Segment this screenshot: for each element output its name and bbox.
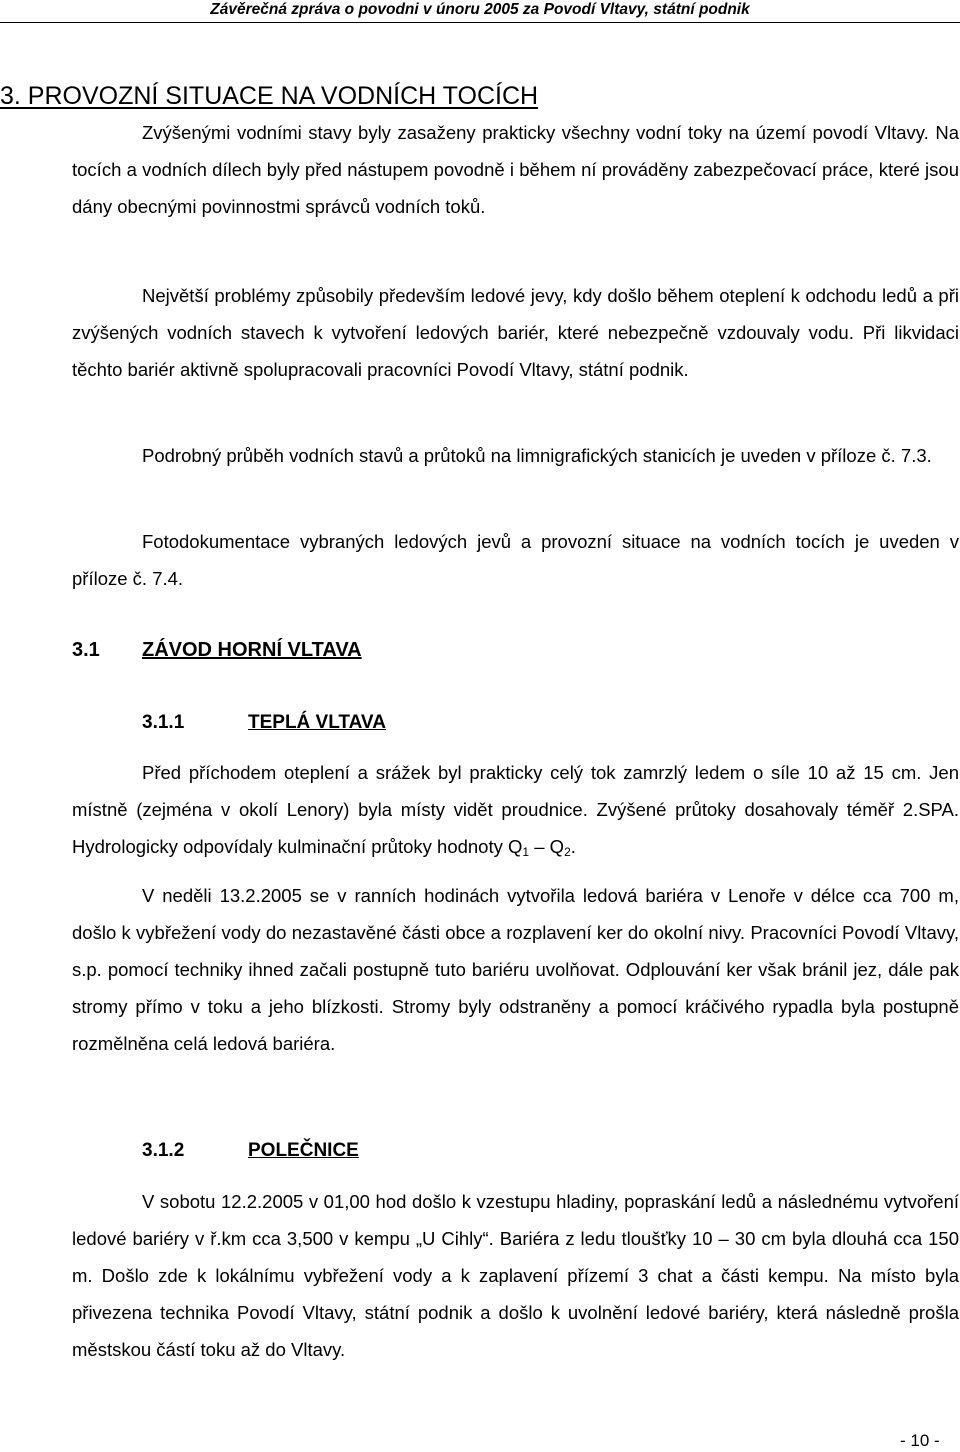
- section-number: 3.1: [72, 639, 100, 661]
- paragraph-problems: [72, 277, 959, 388]
- paragraph-tepla-barrier-text: V neděli 13.2.2005 se v ranních hodinách vytvořila ledová bariéra v Lenoře v délce cca 700 m, došlo k vybřežení vody do nezastavěné části obce a rozplavení ker do okolní nivy. Pracovníci Povodí Vltavy, s.p. pomocí techniky ihned začali postupně tuto bariéru uvolňovat. Odplouvání ker však bránil jez, dále pak stromy přímo v toku a jeho blízkosti. Stromy byly odstraněny a pomocí kráčivého rypadla byla postupně rozmělněna celá ledová bariéra.: [72, 885, 959, 1054]
- paragraph-intro-text: Zvýšenými vodními stavy byly zasaženy prakticky všechny vodní toky na území povodí Vltavy. Na tocích a vodních dílech byly před nástupem povodně i během ní prováděny zabezpečovací práce, které jsou dány obecnými povinnostmi správců vodních toků.: [72, 122, 959, 217]
- header-rule: [0, 22, 960, 23]
- subsection-heading-3-1-2: [142, 1137, 359, 1165]
- paragraph-tepla-text: Před příchodem oteplení a srážek byl prakticky celý tok zamrzlý ledem o síle 10 až 15 cm. Jen místně (zejména v okolí Lenory) byla místy vidět proudnice. Zvýšené průtoky dosahovaly téměř 2.SPA. Hydrologicky odpovídaly kulminační průtoky hodnoty Q: [72, 762, 959, 857]
- paragraph-intro: [72, 114, 959, 225]
- chapter-title-text: 3. PROVOZNÍ SITUACE NA VODNÍCH TOCÍCH: [0, 81, 539, 110]
- page-number: - 10 -: [900, 1431, 940, 1450]
- subsection-number: 3.1.2: [142, 1140, 185, 1161]
- subsection-heading-3-1-1: [142, 709, 386, 737]
- paragraph-tepla-vltava-conditions: [72, 754, 959, 865]
- paragraph-appendix-74: [72, 523, 959, 597]
- paragraph-problems-text: Největší problémy způsobily především ledové jevy, kdy došlo během oteplení k odchodu ledů a při zvýšených vodních stavech k vytvoření ledových bariér, které nebezpečně vzdouvaly vodu. Při likvidaci těchto bariér aktivně spolupracovali pracovníci Povodí Vltavy, státní podnik.: [72, 285, 959, 380]
- subscript-2: 2: [564, 845, 571, 859]
- paragraph-appendix-73-text: Podrobný průběh vodních stavů a průtoků na limnigrafických stanicích je uveden v příloze č. 7.3.: [142, 445, 932, 466]
- paragraph-appendix-74-text: Fotodokumentace vybraných ledových jevů a provozní situace na vodních tocích je uveden v příloze č. 7.4.: [72, 531, 959, 589]
- section-heading-3-1: [72, 636, 362, 664]
- paragraph-appendix-73: [72, 437, 959, 474]
- period: .: [570, 836, 576, 857]
- section-title: ZÁVOD HORNÍ VLTAVA: [142, 639, 362, 661]
- subsection-title: POLEČNICE: [248, 1140, 359, 1161]
- subscript-1: 1: [522, 845, 530, 859]
- paragraph-polecnice: [72, 1183, 959, 1368]
- running-header: Závěrečná zpráva o povodni v únoru 2005 za Povodí Vltavy, státní podnik: [210, 1, 750, 18]
- dash-q: – Q: [529, 836, 565, 857]
- paragraph-tepla-vltava-barrier: [72, 877, 959, 1062]
- subsection-number: 3.1.1: [142, 712, 185, 733]
- chapter-title: [0, 80, 538, 112]
- subsection-title: TEPLÁ VLTAVA: [248, 712, 386, 733]
- paragraph-polecnice-text: V sobotu 12.2.2005 v 01,00 hod došlo k vzestupu hladiny, popraskání ledů a následnému vytvoření ledové bariéry v ř.km cca 3,500 v kempu „U Cihly“. Bariéra z ledu tloušťky 10 – 30 cm byla dlouhá cca 150 m. Došlo zde k lokálnímu vybřežení vody a k zaplavení přízemí 3 chat a části kempu. Na místo byla přivezena technika Povodí Vltavy, státní podnik a došlo k uvolnění ledové bariéry, která následně prošla městskou částí toku až do Vltavy.: [72, 1191, 959, 1360]
